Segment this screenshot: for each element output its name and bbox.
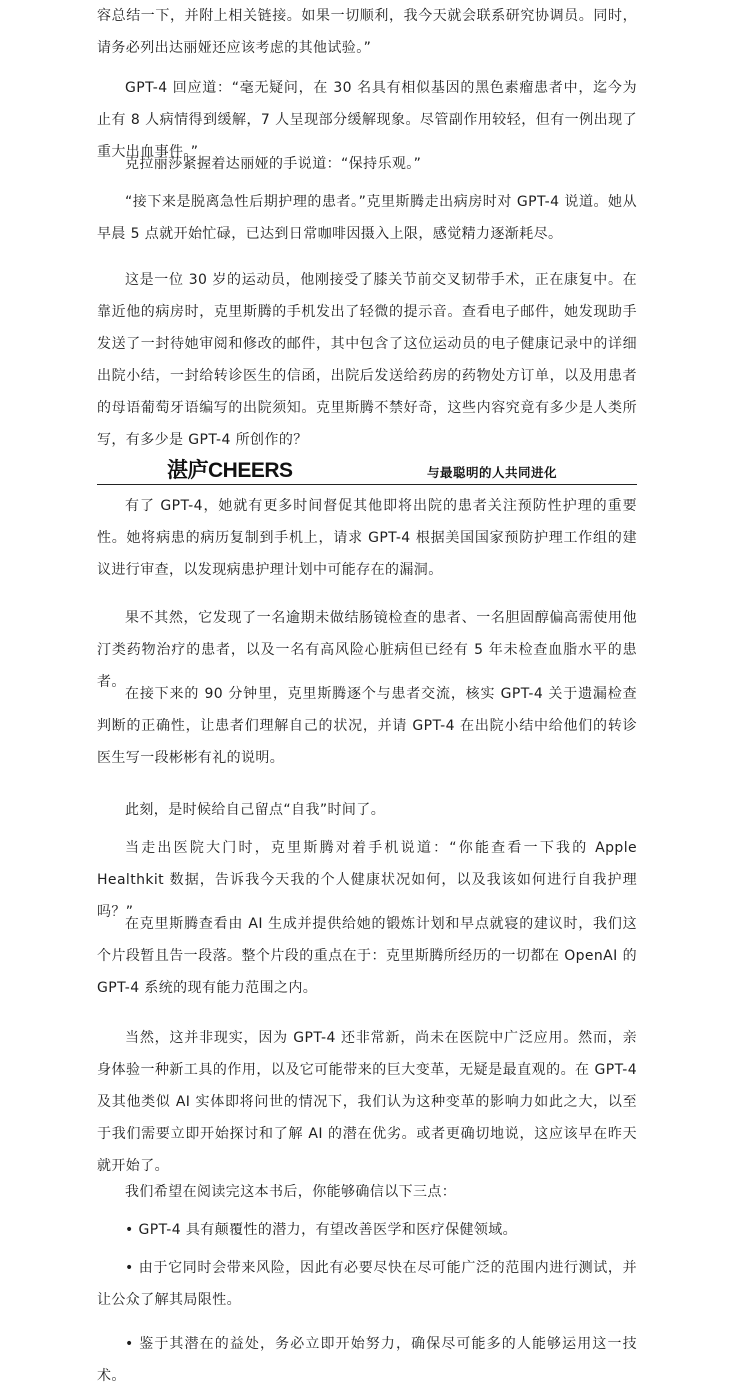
paragraph-continued: 容总结一下，并附上相关链接。如果一切顺利，我今天就会联系研究协调员。同时，请务必列出达丽娅还应该考虑的其他试验。” (97, 8, 637, 56)
paragraph: “接下来是脱离急性后期护理的患者。”克里斯腾走出病房时对 GPT-4 说道。她从早晨 5 点就开始忙碌，已达到日常咖啡因摄入上限，感觉精力逐渐耗尽。 (97, 194, 637, 242)
paragraph: 在接下来的 90 分钟里，克里斯腾逐个与患者交流，核实 GPT-4 关于遗漏检查判断的正确性，让患者们理解自己的状况，并请 GPT-4 在出院小结中给他们的转诊医生写一段彬彬有礼的说明。 (97, 686, 637, 766)
paragraph: 这是一位 30 岁的运动员，他刚接受了膝关节前交叉韧带手术，正在康复中。在靠近他的病房时，克里斯腾的手机发出了轻微的提示音。查看电子邮件，她发现助手发送了一封待她审阅和修改的邮件，其中包含了这位运动员的电子健康记录中的详细出院小结，一封给转诊医生的信函，出院后发送给药房的药物处方订单，以及用患者的母语葡萄牙语编写的出院须知。克里斯腾不禁好奇，这些内容究竟有多少是人类所写，有多少是 GPT-4 所创作的？ (97, 272, 637, 448)
paragraph: 此刻，是时候给自己留点“自我”时间了。 (125, 802, 386, 818)
bullet-item: • 鉴于其潜在的益处，务必立即开始努力，确保尽可能多的人能够运用这一技术。 (97, 1336, 637, 1384)
paragraph: 果不其然，它发现了一名逾期未做结肠镜检查的患者、一名胆固醇偏高需使用他汀类药物治疗的患者，以及一名有高风险心脏病但已经有 5 年未检查血脂水平的患者。 (97, 610, 637, 690)
publisher-header (97, 450, 637, 486)
bullet-item: • GPT-4 具有颠覆性的潜力，有望改善医学和医疗保健领域。 (125, 1222, 518, 1238)
paragraph: 在克里斯腾查看由 AI 生成并提供给她的锻炼计划和早点就寝的建议时，我们这个片段暂且告一段落。整个片段的重点在于：克里斯腾所经历的一切都在 OpenAI 的 GPT-4 系统的现有能力范围之内。 (97, 916, 637, 996)
publisher-logo: 湛庐CHEERS (167, 459, 293, 482)
paragraph: 我们希望在阅读完这本书后，你能够确信以下三点： (125, 1184, 457, 1200)
paragraph: 克拉丽莎紧握着达丽娅的手说道：“保持乐观。” (125, 156, 422, 172)
paragraph: 当然，这并非现实，因为 GPT-4 还非常新，尚未在医院中广泛应用。然而，亲身体验一种新工具的作用，以及它可能带来的巨大变革，无疑是最直观的。在 GPT-4 及其他类似 AI 实体即将问世的情况下，我们认为这种变革的影响力如此之大，以至于我们需要立即开始探讨和了解 AI 的潜在优劣。或者更确切地说，这应该早在昨天就开始了。 (97, 1030, 637, 1174)
paragraph: GPT-4 回应道：“毫无疑问，在 30 名具有相似基因的黑色素瘤患者中，迄今为止有 8 人病情得到缓解，7 人呈现部分缓解现象。尽管副作用较轻，但有一例出现了重大出血事件。” (97, 80, 637, 160)
paragraph: 有了 GPT-4，她就有更多时间督促其他即将出院的患者关注预防性护理的重要性。她将病患的病历复制到手机上，请求 GPT-4 根据美国国家预防护理工作组的建议进行审查，以发现病患护理计划中可能存在的漏洞。 (97, 498, 637, 578)
bullet-item: • 由于它同时会带来风险，因此有必要尽快在尽可能广泛的范围内进行测试，并让公众了解其局限性。 (97, 1260, 637, 1308)
publisher-slogan: 与最聪明的人共同进化 (427, 465, 558, 480)
header-divider (97, 484, 637, 485)
paragraph: 当走出医院大门时，克里斯腾对着手机说道：“你能查看一下我的 Apple Healthkit 数据，告诉我今天我的个人健康状况如何，以及我该如何进行自我护理吗？” (97, 840, 637, 920)
